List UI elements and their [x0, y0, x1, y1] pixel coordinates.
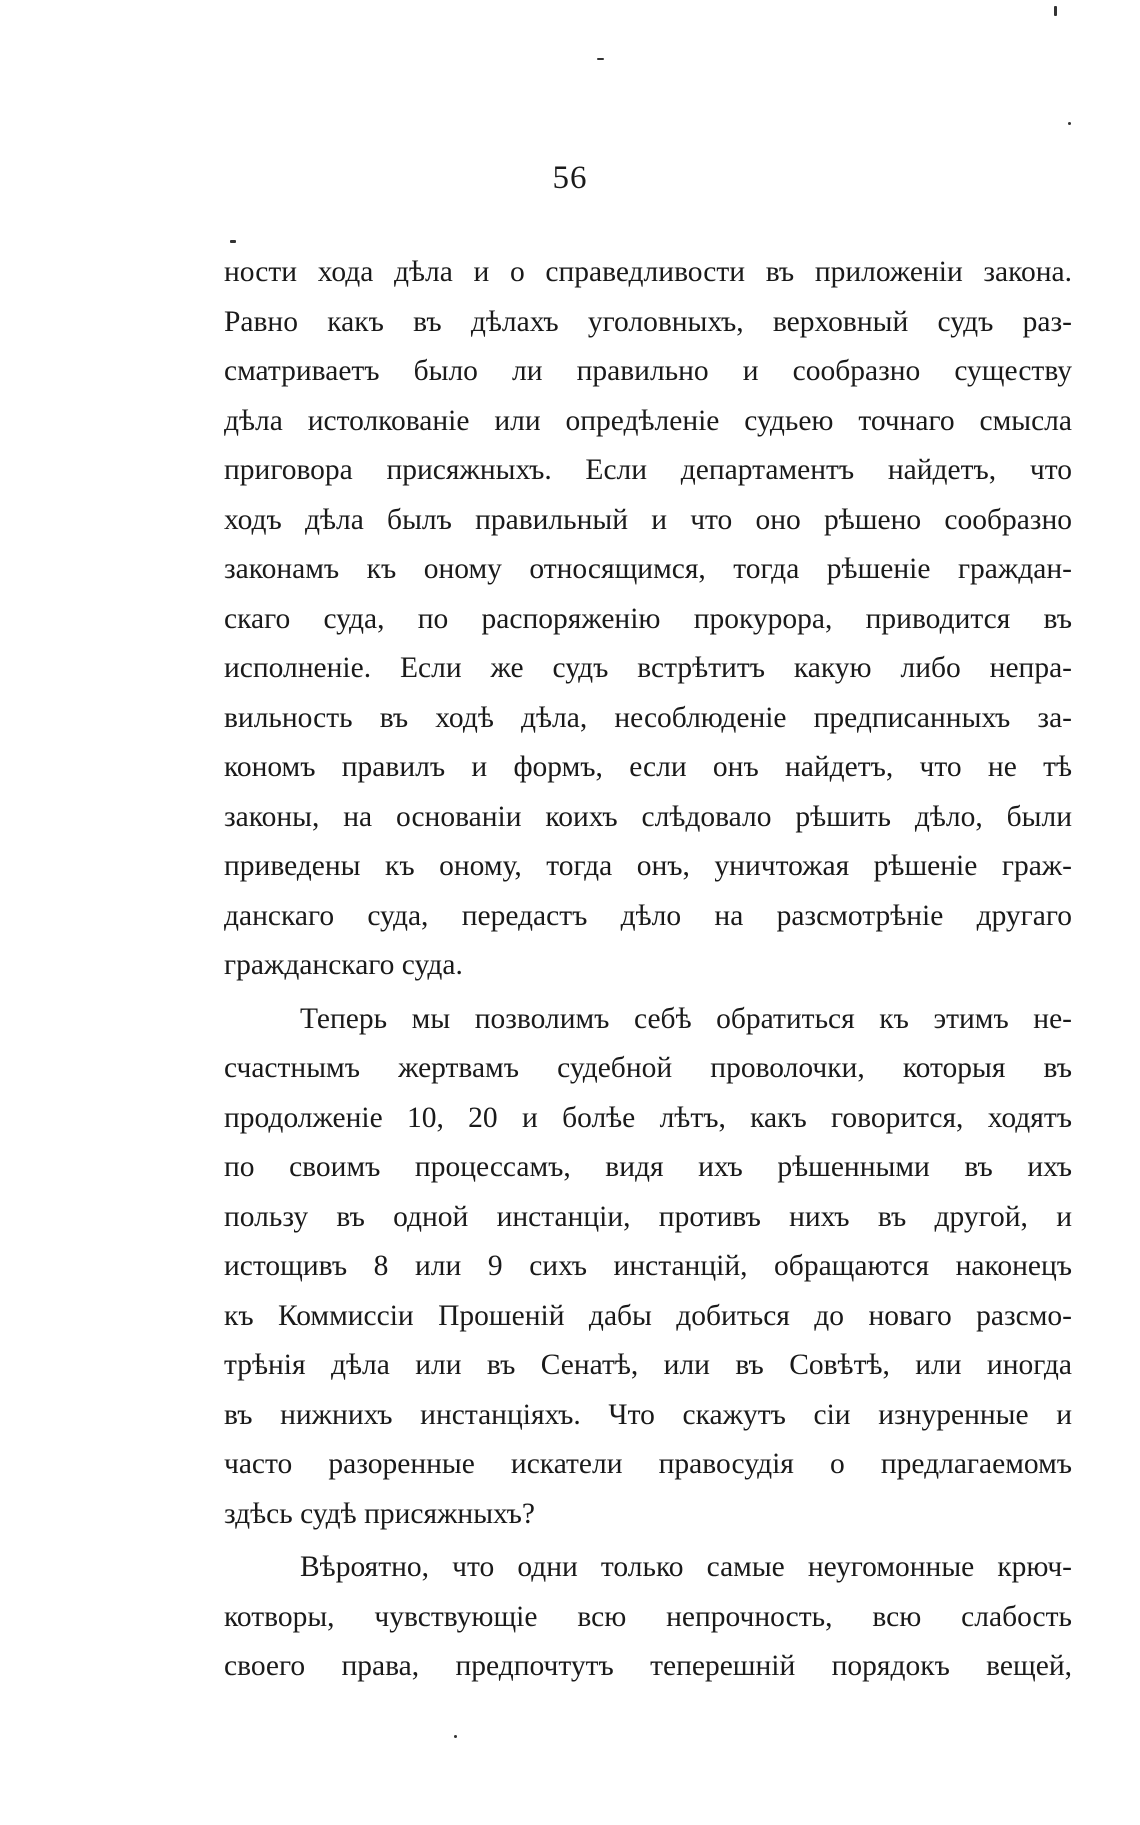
paragraph	[224, 1543, 1072, 1692]
text-line: гражданскаго суда.	[224, 949, 463, 981]
paragraph	[224, 995, 1072, 1540]
text-line: вильность въ ходѣ дѣла, несоблюденіе предписанныхъ за-	[224, 701, 1072, 734]
text-line: къ Коммиссіи Прошеній дабы добиться до новаго разсмо-	[224, 1299, 1072, 1332]
text-line: скаго суда, по распоряженію прокурора, приводится въ	[224, 602, 1072, 635]
text-line: пользу въ одной инстанціи, противъ нихъ въ другой, и	[224, 1200, 1072, 1233]
print-speck	[1068, 122, 1071, 125]
text-line: приговора присяжныхъ. Если департаментъ найдетъ, что	[224, 454, 1072, 486]
print-speck	[597, 58, 604, 60]
text-line: приведены къ оному, тогда онъ, уничтожая рѣшеніе граж-	[224, 850, 1072, 882]
text-line: данскаго суда, передастъ дѣло на разсмотрѣніе другаго	[224, 899, 1072, 932]
text-line: Равно какъ въ дѣлахъ уголовныхъ, верховный судъ раз-	[224, 305, 1072, 338]
text-line: Теперь мы позволимъ себѣ обратиться къ этимъ не-	[300, 1002, 1072, 1035]
text-line: трѣнія дѣла или въ Сенатѣ, или въ Совѣтѣ, или иногда	[224, 1349, 1072, 1381]
text-line: ности хода дѣла и о справедливости въ приложеніи закона.	[224, 256, 1072, 288]
text-line: своего права, предпочтутъ теперешній порядокъ вещей,	[224, 1650, 1072, 1682]
text-line: Вѣроятно, что одни только самые неугомонные крюч-	[300, 1551, 1072, 1583]
paragraph	[224, 248, 1072, 991]
text-line: исполненіе. Если же судъ встрѣтитъ какую либо непра-	[224, 652, 1072, 684]
body-text	[224, 248, 1072, 1692]
text-line: законамъ къ оному относящимся, тогда рѣшеніе граждан-	[224, 553, 1072, 585]
text-line: истощивъ 8 или 9 сихъ инстанцій, обращаются наконецъ	[224, 1250, 1072, 1282]
text-line: ходъ дѣла былъ правильный и что оно рѣшено сообразно	[224, 503, 1072, 536]
print-speck	[454, 1735, 457, 1738]
text-line: дѣла истолкованіе или опредѣленіе судьею точнаго смысла	[224, 404, 1072, 437]
text-line: въ нижнихъ инстанціяхъ. Что скажутъ сіи изнуренные и	[224, 1398, 1072, 1431]
print-speck	[1054, 6, 1057, 16]
text-line: котворы, чувствующіе всю непрочность, всю слабость	[224, 1600, 1072, 1633]
text-line: по своимъ процессамъ, видя ихъ рѣшенными въ ихъ	[224, 1151, 1072, 1183]
text-line: часто разоренные искатели правосудія о предлагаемомъ	[224, 1448, 1072, 1480]
text-line: сматриваетъ было ли правильно и сообразно существу	[224, 355, 1072, 387]
text-line: кономъ правилъ и формъ, если онъ найдетъ, что не тѣ	[224, 751, 1072, 783]
text-line: счастнымъ жертвамъ судебной проволочки, которыя въ	[224, 1052, 1072, 1084]
text-line: законы, на основаніи коихъ слѣдовало рѣшить дѣло, были	[224, 800, 1072, 833]
text-line: продолженіе 10, 20 и болѣе лѣтъ, какъ говорится, ходятъ	[224, 1101, 1072, 1134]
text-line: здѣсь судѣ присяжныхъ?	[224, 1497, 536, 1530]
print-speck	[230, 240, 236, 243]
page-number: 56	[552, 160, 588, 196]
